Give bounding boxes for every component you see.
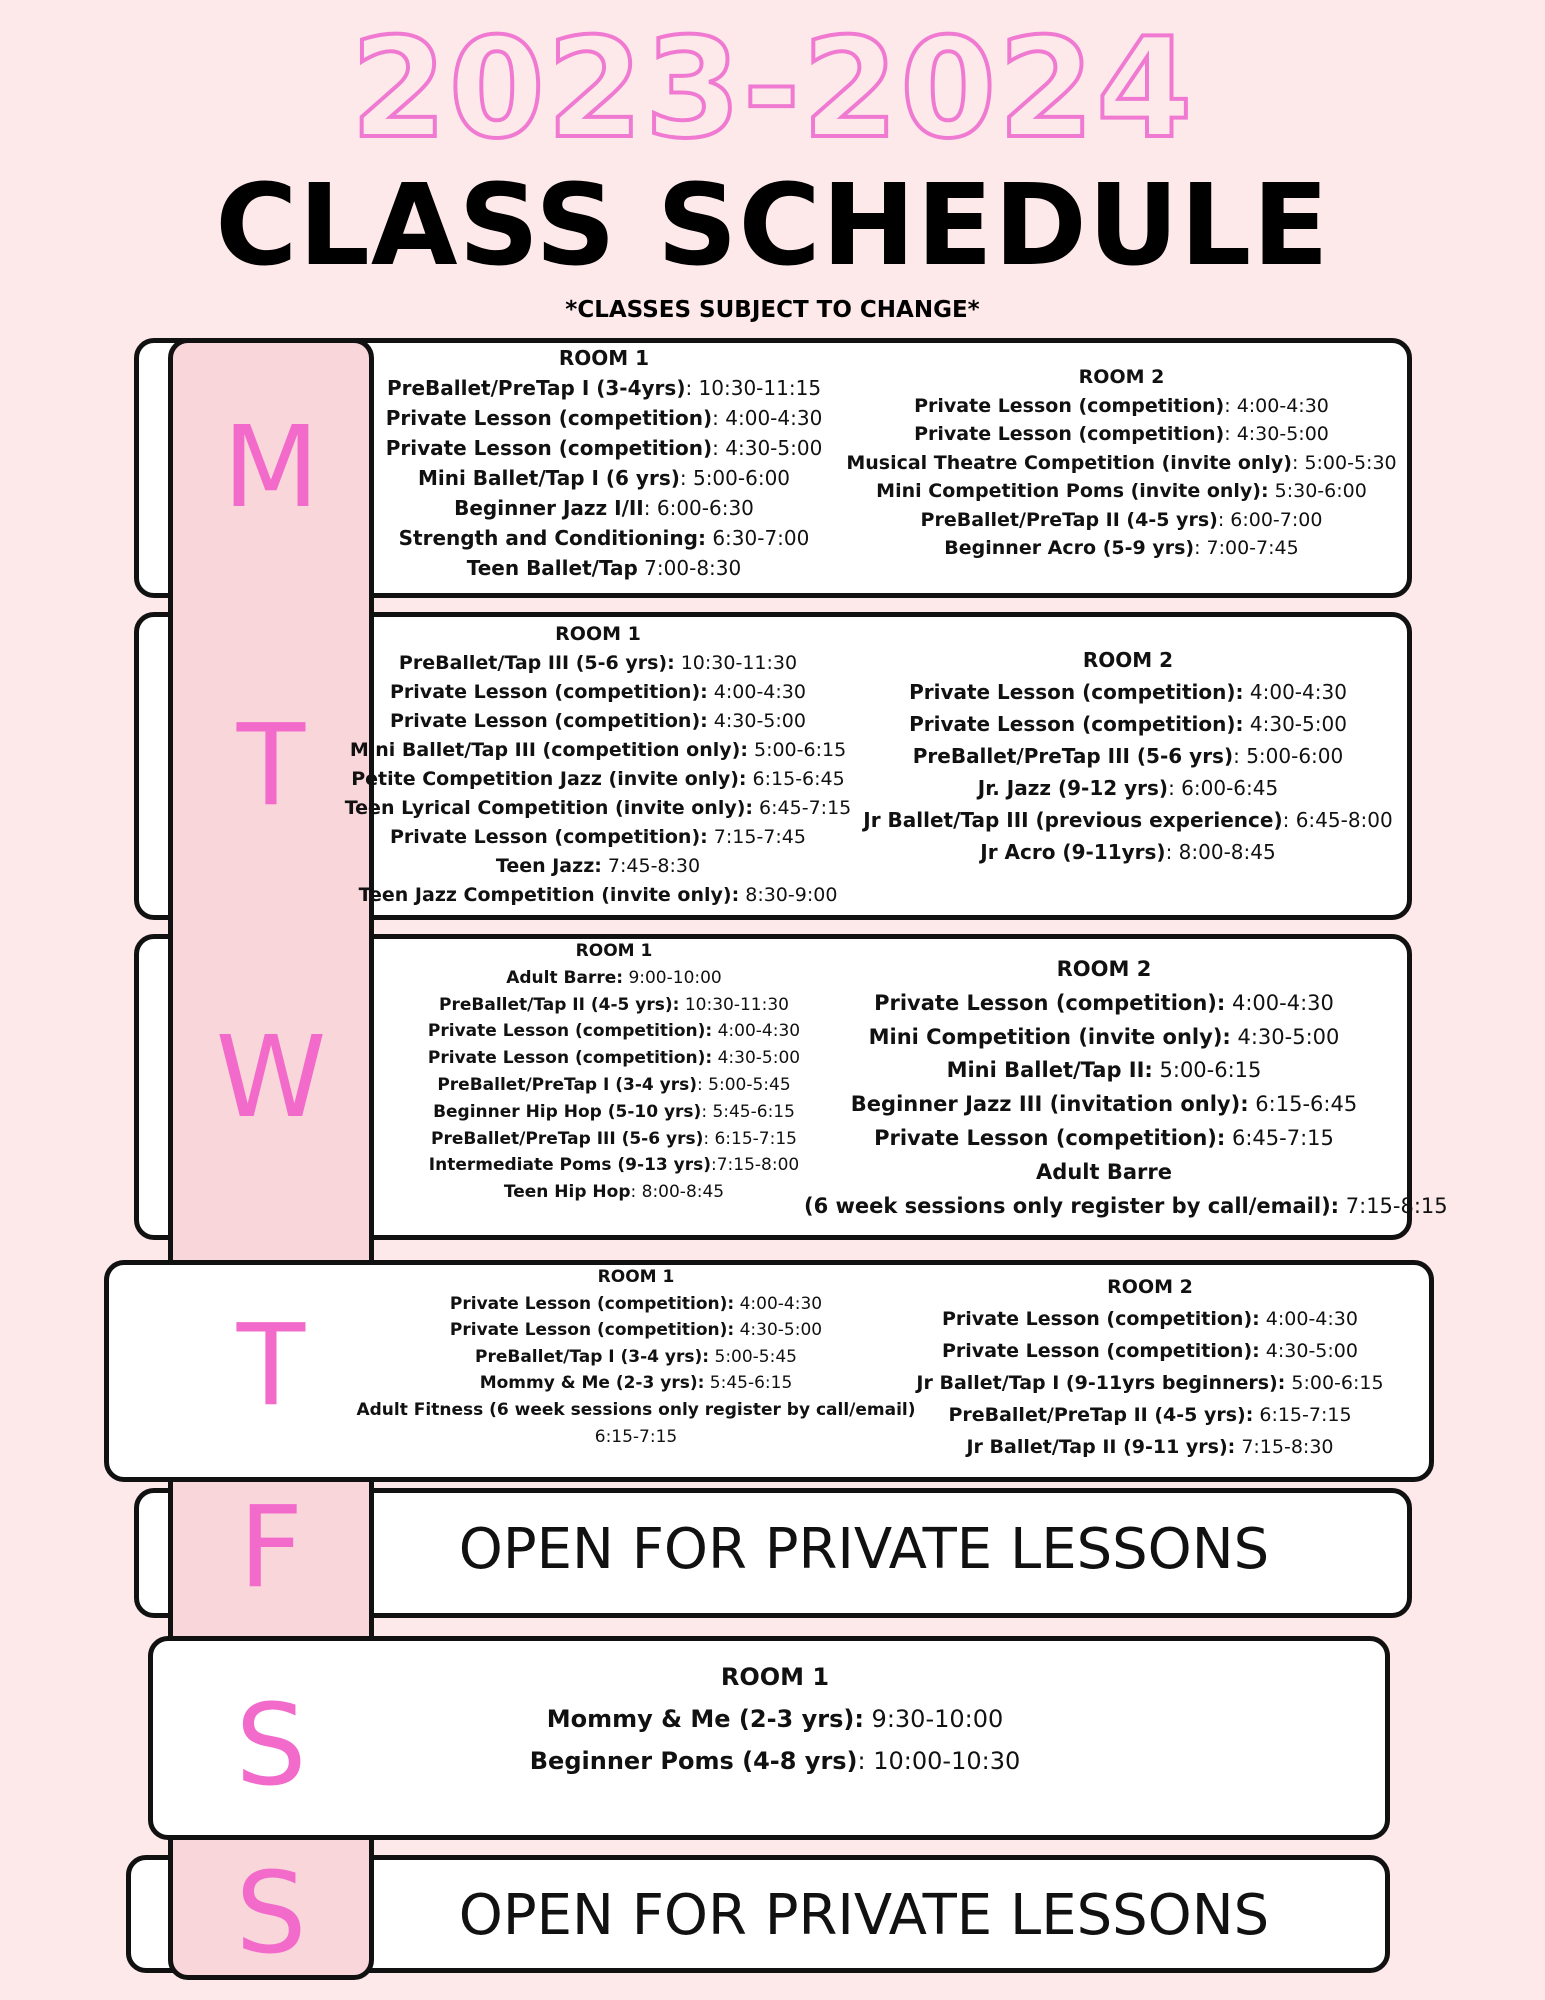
class-time: 6:45-7:15 xyxy=(753,797,852,819)
class-name: Jr Ballet/Tap III (previous experience) xyxy=(863,808,1283,832)
class-name: Private Lesson (competition): xyxy=(449,1320,735,1341)
class-entry xyxy=(374,523,834,553)
class-time: 4:00-4:30 xyxy=(1259,1308,1358,1330)
class-name: Jr Acro (9-11yrs) xyxy=(980,840,1166,864)
class-name: Teen Lyrical Competition (invite only): xyxy=(344,797,754,819)
class-name: Beginner Jazz III (invitation only): xyxy=(850,1092,1249,1117)
class-entry xyxy=(804,1054,1404,1088)
class-entry xyxy=(374,373,834,403)
class-name: Private Lesson (competition): xyxy=(390,826,708,848)
class-time: : 5:45-6:15 xyxy=(701,1101,795,1122)
class-name: PreBallet/PreTap III (5-6 yrs) xyxy=(431,1128,704,1149)
class-entry xyxy=(854,676,1402,708)
room-heading: ROOM 2 xyxy=(1107,1276,1193,1298)
class-time: 7:45-8:30 xyxy=(601,855,701,877)
class-name: Private Lesson (competition): xyxy=(874,990,1226,1015)
class-entry xyxy=(392,1072,836,1099)
class-time: : 6:00-7:00 xyxy=(1217,508,1323,531)
class-entry xyxy=(804,987,1404,1021)
class-name: Private Lesson (competition): xyxy=(909,680,1244,704)
class-entry xyxy=(834,449,1409,478)
class-name: Jr. Jazz (9-12 yrs) xyxy=(977,776,1169,800)
class-name: PreBallet/PreTap II (4-5 yrs) xyxy=(920,508,1218,531)
class-entry xyxy=(834,506,1409,535)
class-entry xyxy=(330,649,866,678)
class-name: Beginner Poms (4-8 yrs) xyxy=(529,1747,858,1775)
class-name: Mini Competition Poms (invite only): xyxy=(876,480,1269,502)
class-time: 9:30-10:00 xyxy=(863,1705,1004,1733)
room-heading: ROOM 1 xyxy=(575,941,653,961)
class-time: 4:00-4:30 xyxy=(1225,990,1334,1015)
class-entry xyxy=(330,881,866,910)
class-name: PreBallet/Tap II (4-5 yrs): xyxy=(439,994,680,1015)
class-entry xyxy=(392,1179,836,1206)
class-entry xyxy=(374,493,834,523)
class-name: Jr Ballet/Tap I (9-11yrs beginners): xyxy=(916,1372,1286,1394)
class-entry xyxy=(834,420,1409,449)
class-entry xyxy=(330,794,866,823)
class-time: 5:00-6:15 xyxy=(1285,1372,1384,1394)
day-letter-wednesday: W xyxy=(215,1013,327,1143)
class-time: 4:00-4:30 xyxy=(712,1021,801,1042)
class-time: : 5:00-6:00 xyxy=(679,466,791,490)
tuesday-room-1 xyxy=(330,620,866,910)
class-name: Private Lesson (competition): xyxy=(942,1308,1260,1330)
class-time: 4:30-5:00 xyxy=(734,1320,823,1341)
monday-room-2 xyxy=(834,363,1409,563)
class-name: PreBallet/PreTap I (3-4 yrs) xyxy=(437,1074,698,1095)
room-heading: ROOM 1 xyxy=(558,346,650,370)
class-time: 10:30-11:30 xyxy=(679,994,789,1015)
class-time: : 7:00-7:45 xyxy=(1194,537,1299,559)
class-name: Private Lesson (competition): xyxy=(449,1293,735,1314)
class-entry xyxy=(834,534,1409,563)
class-entry xyxy=(392,1099,836,1126)
saturday-room-1 xyxy=(400,1656,1150,1782)
class-name: Private Lesson (competition): xyxy=(427,1021,713,1042)
class-entry xyxy=(374,463,834,493)
class-time: 8:30-9:00 xyxy=(739,884,838,906)
class-name: Mini Ballet/Tap III (competition only): xyxy=(349,739,748,761)
class-time: 5:00-6:15 xyxy=(747,739,847,761)
class-time: : 6:15-7:15 xyxy=(703,1128,797,1149)
class-name: PreBallet/PreTap III (5-6 yrs) xyxy=(912,744,1234,768)
class-time: : 8:00-8:45 xyxy=(630,1182,725,1203)
class-time: : 4:00-4:30 xyxy=(1224,394,1329,417)
class-name: Private Lesson (competition): xyxy=(390,710,708,732)
class-entry xyxy=(804,1156,1404,1190)
class-time: 10:30-11:30 xyxy=(674,652,798,674)
page-title: CLASS SCHEDULE xyxy=(215,161,1330,291)
class-time: 4:00-4:30 xyxy=(734,1293,823,1314)
class-entry xyxy=(392,1018,836,1045)
day-letter-sunday: S xyxy=(235,1849,307,1979)
class-time: 4:30-5:00 xyxy=(707,710,806,732)
class-name: Private Lesson (competition): xyxy=(909,712,1244,736)
class-entry xyxy=(880,1335,1420,1367)
class-entry xyxy=(330,852,866,881)
class-name: Strength and Conditioning: xyxy=(398,526,706,550)
class-entry xyxy=(392,1045,836,1072)
class-time: 5:00-5:45 xyxy=(709,1346,797,1367)
room-heading: ROOM 2 xyxy=(1082,648,1174,672)
wednesday-room-1 xyxy=(392,938,836,1206)
thursday-room-1 xyxy=(342,1264,930,1450)
class-entry xyxy=(330,765,866,794)
class-time: : 6:00-6:45 xyxy=(1168,776,1279,800)
room-heading: ROOM 2 xyxy=(1056,957,1152,981)
monday-room-1 xyxy=(374,343,834,583)
class-entry xyxy=(392,992,836,1019)
class-time: 7:00-8:30 xyxy=(637,556,742,580)
class-entry xyxy=(400,1740,1150,1782)
class-name: Mini Ballet/Tap I (6 yrs) xyxy=(417,466,680,490)
day-letter-saturday: S xyxy=(235,1681,307,1811)
schedule-year: 2023-2024 xyxy=(350,8,1195,169)
class-name: (6 week sessions only register by call/email): xyxy=(804,1193,1340,1218)
class-name: Mini Competition (invite only): xyxy=(868,1024,1231,1049)
thursday-room-2 xyxy=(880,1271,1420,1463)
class-time: 5:30-6:00 xyxy=(1268,480,1367,502)
room-heading: ROOM 1 xyxy=(555,623,641,645)
class-entry xyxy=(854,740,1402,772)
class-name: PreBallet/Tap I (3-4 yrs): xyxy=(475,1346,710,1367)
class-time: : 10:00-10:30 xyxy=(857,1747,1021,1775)
wednesday-room-2 xyxy=(804,953,1448,1223)
class-entry xyxy=(392,1152,836,1179)
class-entry xyxy=(392,965,836,992)
class-name: Private Lesson (competition) xyxy=(385,436,713,460)
day-letter-thursday: T xyxy=(236,1301,306,1431)
class-entry xyxy=(342,1397,930,1424)
class-entry xyxy=(834,477,1409,506)
class-entry xyxy=(342,1317,930,1344)
class-entry xyxy=(374,433,834,463)
class-time: 4:30-5:00 xyxy=(1259,1340,1358,1362)
class-name: Private Lesson (competition) xyxy=(914,423,1225,445)
class-entry xyxy=(804,1021,1404,1055)
class-entry xyxy=(854,708,1402,740)
class-name: Private Lesson (competition): xyxy=(874,1125,1226,1150)
class-name: PreBallet/Tap III (5-6 yrs): xyxy=(398,652,675,674)
class-entry xyxy=(330,707,866,736)
class-entry xyxy=(392,1126,836,1153)
class-time: 6:30-7:00 xyxy=(705,526,810,550)
class-entry xyxy=(854,772,1402,804)
class-name: Teen Jazz Competition (invite only): xyxy=(358,884,740,906)
schedule-disclaimer: *CLASSES SUBJECT TO CHANGE* xyxy=(565,297,980,323)
class-time: : 4:30-5:00 xyxy=(1224,423,1329,445)
class-entry xyxy=(342,1344,930,1371)
room-heading: ROOM 1 xyxy=(720,1663,830,1691)
class-entry xyxy=(374,403,834,433)
class-name: Private Lesson (competition): xyxy=(942,1340,1260,1362)
class-entry xyxy=(330,678,866,707)
class-name: Musical Theatre Competition (invite only) xyxy=(846,451,1292,474)
class-entry xyxy=(880,1399,1420,1431)
class-name: Private Lesson (competition) xyxy=(914,394,1225,417)
class-time: : 5:00-6:00 xyxy=(1233,744,1344,768)
class-name: Mommy & Me (2-3 yrs): xyxy=(546,1705,864,1733)
class-name: Mini Ballet/Tap II: xyxy=(946,1058,1153,1083)
class-entry xyxy=(330,736,866,765)
class-time: : 5:00-5:45 xyxy=(697,1074,791,1095)
class-time: : 6:00-6:30 xyxy=(643,496,754,520)
class-entry xyxy=(804,1190,1448,1224)
class-time: 5:45-6:15 xyxy=(704,1373,793,1394)
room-heading: ROOM 1 xyxy=(597,1267,675,1287)
class-entry xyxy=(400,1698,1150,1740)
class-time: 4:00-4:30 xyxy=(1243,680,1347,704)
class-time: 6:15-7:15 xyxy=(1253,1404,1352,1426)
class-time: 6:15-7:15 xyxy=(594,1426,678,1447)
tuesday-room-2 xyxy=(854,644,1402,868)
class-time: : 5:00-5:30 xyxy=(1292,451,1397,474)
class-entry xyxy=(342,1424,930,1451)
class-entry xyxy=(804,1088,1404,1122)
class-time: : 8:00-8:45 xyxy=(1165,840,1276,864)
class-entry xyxy=(854,836,1402,868)
class-name: Adult Barre xyxy=(1036,1159,1172,1184)
class-name: PreBallet/PreTap I (3-4yrs) xyxy=(386,376,686,400)
friday-open-notice: OPEN FOR PRIVATE LESSONS xyxy=(458,1517,1270,1582)
class-time: 7:15-7:45 xyxy=(707,826,806,848)
class-time: 4:30-5:00 xyxy=(712,1048,801,1069)
class-entry xyxy=(374,553,834,583)
class-time: 4:30-5:00 xyxy=(1243,712,1347,736)
class-name: Private Lesson (competition): xyxy=(427,1048,713,1069)
class-time: 9:00-10:00 xyxy=(623,967,722,988)
room-heading: ROOM 2 xyxy=(1078,366,1165,388)
class-name: Teen Ballet/Tap xyxy=(466,556,638,580)
day-letter-monday: M xyxy=(222,403,320,533)
class-entry xyxy=(880,1367,1420,1399)
class-name: Teen Jazz: xyxy=(495,855,602,877)
class-name: PreBallet/PreTap II (4-5 yrs): xyxy=(948,1404,1254,1426)
class-time: : 4:00-4:30 xyxy=(712,406,823,430)
class-time: :7:15-8:00 xyxy=(711,1155,800,1176)
class-entry xyxy=(330,823,866,852)
class-time: 6:15-6:45 xyxy=(746,768,845,790)
sunday-open-notice: OPEN FOR PRIVATE LESSONS xyxy=(458,1883,1270,1948)
class-time: 7:15-8:30 xyxy=(1235,1436,1334,1458)
class-name: Beginner Jazz I/II xyxy=(454,496,644,520)
class-name: Private Lesson (competition) xyxy=(385,406,713,430)
class-name: Private Lesson (competition): xyxy=(390,681,708,703)
day-letter-tuesday: T xyxy=(236,701,306,831)
class-name: Teen Hip Hop xyxy=(503,1182,631,1203)
class-time: 5:00-6:15 xyxy=(1152,1058,1262,1083)
class-name: Beginner Hip Hop (5-10 yrs) xyxy=(433,1101,702,1122)
class-name: Adult Barre: xyxy=(506,967,624,988)
class-time: 7:15-8:15 xyxy=(1339,1193,1448,1218)
class-name: Mommy & Me (2-3 yrs): xyxy=(479,1373,705,1394)
class-entry xyxy=(342,1291,930,1318)
class-time: : 10:30-11:15 xyxy=(685,376,822,400)
class-time: : 6:45-8:00 xyxy=(1282,808,1393,832)
class-name: Jr Ballet/Tap II (9-11 yrs): xyxy=(966,1436,1236,1458)
class-time: 6:45-7:15 xyxy=(1225,1125,1334,1150)
class-entry xyxy=(342,1370,930,1397)
class-time: 6:15-6:45 xyxy=(1248,1092,1358,1117)
class-time: 4:30-5:00 xyxy=(1230,1024,1340,1049)
class-entry xyxy=(804,1122,1404,1156)
class-name: Petite Competition Jazz (invite only): xyxy=(351,768,747,790)
class-name: Beginner Acro (5-9 yrs) xyxy=(944,537,1195,559)
class-name: Intermediate Poms (9-13 yrs) xyxy=(428,1155,711,1176)
day-letter-friday: F xyxy=(238,1483,304,1613)
class-time: 4:00-4:30 xyxy=(707,681,806,703)
class-entry xyxy=(834,392,1409,421)
class-entry xyxy=(854,804,1402,836)
class-time: : 4:30-5:00 xyxy=(712,436,823,460)
class-name: Adult Fitness (6 week sessions only register by call/email) xyxy=(356,1399,916,1420)
class-entry xyxy=(880,1303,1420,1335)
class-entry xyxy=(880,1431,1420,1463)
